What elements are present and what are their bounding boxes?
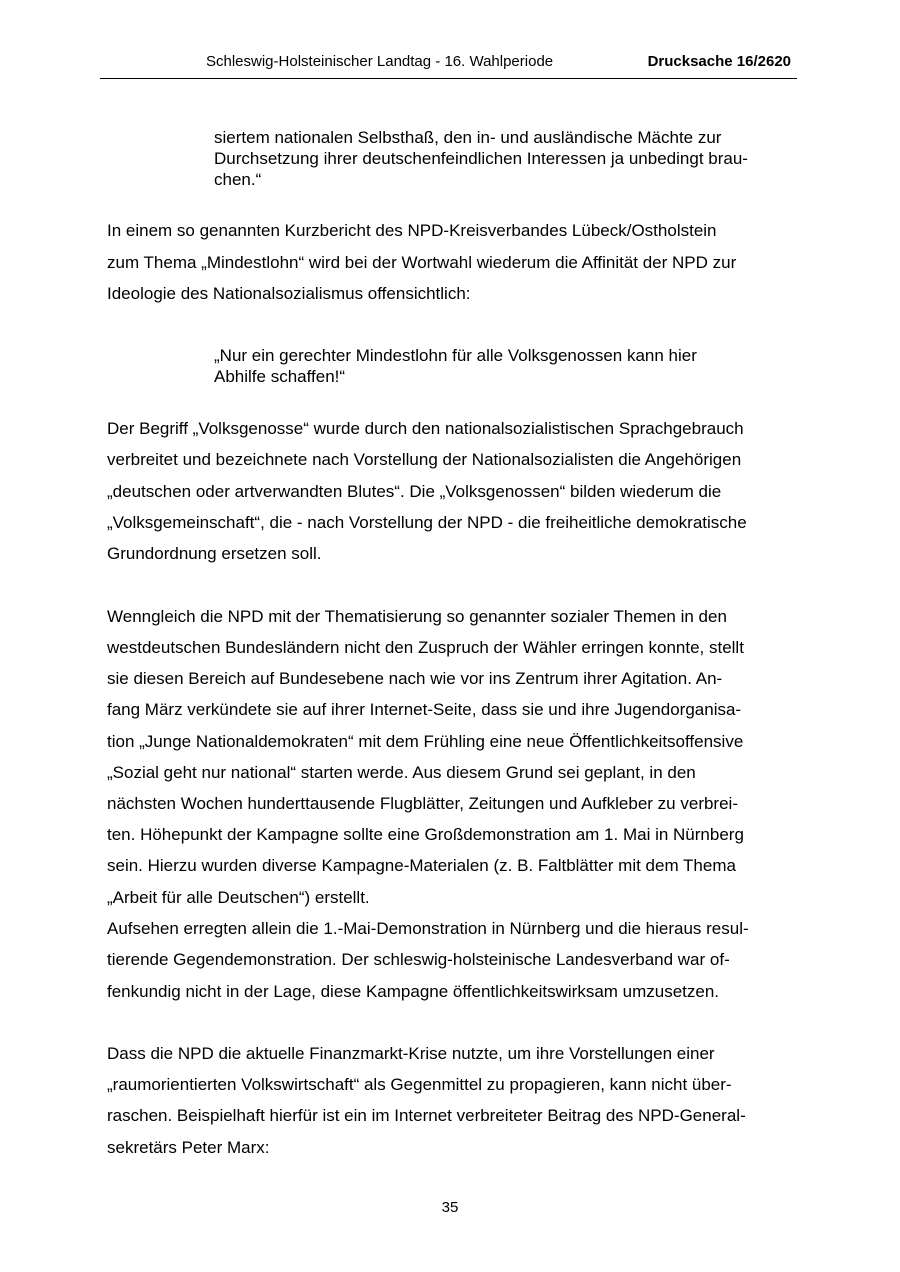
quote-2-line: „Nur ein gerechter Mindestlohn für alle Volksgenossen kann hier bbox=[214, 346, 697, 365]
paragraph-1-line: zum Thema „Mindestlohn“ wird bei der Wortwahl wiederum die Affinität der NPD zur bbox=[107, 253, 737, 272]
paragraph-1-line: Ideologie des Nationalsozialismus offensichtlich: bbox=[107, 284, 471, 303]
paragraph-2-line: verbreitet und bezeichnete nach Vorstellung der Nationalsozialisten die Angehörigen bbox=[107, 450, 742, 469]
paragraph-3-line: ten. Höhepunkt der Kampagne sollte eine Großdemonstration am 1. Mai in Nürnberg bbox=[107, 825, 744, 844]
paragraph-3-line: sie diesen Bereich auf Bundesebene nach wie vor ins Zentrum ihrer Agitation. An- bbox=[107, 669, 723, 688]
header-title: Schleswig-Holsteinischer Landtag - 16. Wahlperiode bbox=[206, 53, 554, 70]
quote-2-line: Abhilfe schaffen!“ bbox=[214, 367, 346, 386]
paragraph-1-line: In einem so genannten Kurzbericht des NPD-Kreisverbandes Lübeck/Ostholstein bbox=[107, 221, 717, 240]
document-number: Drucksache 16/2620 bbox=[647, 53, 791, 70]
quote-1-line: siertem nationalen Selbsthaß, den in- und ausländische Mächte zur bbox=[214, 128, 722, 147]
paragraph-3-line: westdeutschen Bundesländern nicht den Zuspruch der Wähler erringen konnte, stellt bbox=[107, 638, 744, 657]
quote-1-line: Durchsetzung ihrer deutschenfeindlichen Interessen ja unbedingt brau- bbox=[214, 149, 748, 168]
paragraph-2-line: „deutschen oder artverwandten Blutes“. Die „Volksgenossen“ bilden wiederum die bbox=[107, 482, 722, 501]
paragraph-3-line: „Sozial geht nur national“ starten werde. Aus diesem Grund sei geplant, in den bbox=[107, 763, 696, 782]
page-number: 35 bbox=[441, 1199, 459, 1216]
paragraph-3-line: nächsten Wochen hunderttausende Flugblätter, Zeitungen und Aufkleber zu verbrei- bbox=[107, 794, 738, 813]
page-header bbox=[100, 50, 797, 79]
paragraph-3-line: Wenngleich die NPD mit der Thematisierung so genannter sozialer Themen in den bbox=[107, 607, 727, 626]
paragraph-2-line: Grundordnung ersetzen soll. bbox=[107, 544, 322, 563]
paragraph-3-line: Aufsehen erregten allein die 1.-Mai-Demonstration in Nürnberg und die hieraus resul- bbox=[107, 919, 749, 938]
paragraph-4-line: Dass die NPD die aktuelle Finanzmarkt-Krise nutzte, um ihre Vorstellungen einer bbox=[107, 1044, 715, 1063]
paragraph-4-line: „raumorientierten Volkswirtschaft“ als Gegenmittel zu propagieren, kann nicht über- bbox=[107, 1075, 732, 1094]
paragraph-3-line: fenkundig nicht in der Lage, diese Kampagne öffentlichkeitswirksam umzusetzen. bbox=[107, 982, 720, 1001]
paragraph-3-line: sein. Hierzu wurden diverse Kampagne-Materialen (z. B. Faltblätter mit dem Thema bbox=[107, 856, 736, 875]
paragraph-3-line: tion „Junge Nationaldemokraten“ mit dem Frühling eine neue Öffentlichkeitsoffensive bbox=[107, 732, 744, 751]
paragraph-2-line: „Volksgemeinschaft“, die - nach Vorstellung der NPD - die freiheitliche demokratische bbox=[107, 513, 747, 532]
paragraph-3-line: „Arbeit für alle Deutschen“) erstellt. bbox=[107, 888, 370, 907]
paragraph-4-line: raschen. Beispielhaft hierfür ist ein im Internet verbreiteter Beitrag des NPD-General- bbox=[107, 1106, 746, 1125]
paragraph-4-line: sekretärs Peter Marx: bbox=[107, 1138, 270, 1157]
quote-1-line: chen.“ bbox=[214, 170, 262, 189]
paragraph-3-line: fang März verkündete sie auf ihrer Internet-Seite, dass sie und ihre Jugendorganisa- bbox=[107, 700, 742, 719]
paragraph-2-line: Der Begriff „Volksgenosse“ wurde durch den nationalsozialistischen Sprachgebrauch bbox=[107, 419, 744, 438]
paragraph-3-line: tierende Gegendemonstration. Der schleswig-holsteinische Landesverband war of- bbox=[107, 950, 730, 969]
